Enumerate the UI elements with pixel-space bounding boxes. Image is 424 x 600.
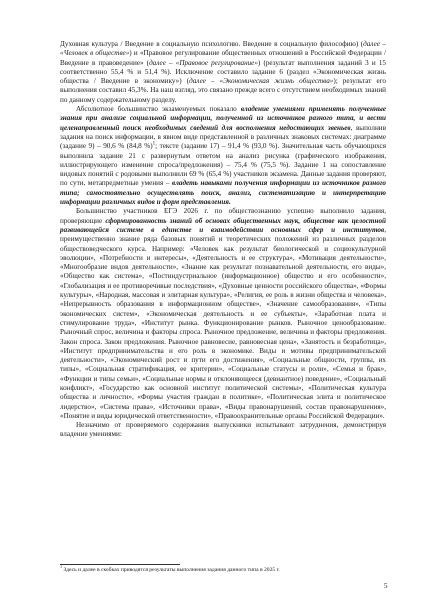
text-run: ; тексте (задание 17) – 91,4 % (93,0 %). Значительная часть обучающихся выполнила задание 21 с развернутым ответом на анализ рисунка (графического изображения, иллюстрирующего изменение спроса/предложения) – 75,4 % (75,5 %). Задание 1 на сопоставление видовых понятий с родовыми выполнили 69 % (65,4 %) участников экзамена. Данные задания проверяют, по сути, метапредметные умения – bbox=[60, 142, 386, 188]
text-run: ) (результат выполнения заданий 3 и 15 соответственно 55,4 % и 51,4 %). Исключение составило задание 6 (раздел «Экономическая жизнь общества / Введение в экономику») ( bbox=[60, 58, 386, 86]
text-run: ); результат его выполнения составил 45,3%. На наш взгляд, это связано прежде всего с отсутствием необходимых знаний по данному содержательному разделу. bbox=[60, 77, 386, 104]
emphasis-text: владеть навыками получения информации из источников разного типа; самостоятельно осуществлять поиск, анализ, систематизацию и интерпретацию информации различных видов и форм представления. bbox=[60, 179, 386, 207]
italic-text: далее – «Правовое регулирование» bbox=[149, 58, 258, 67]
footnote bbox=[60, 564, 386, 574]
italic-text: далее – «Человек в обществе» bbox=[60, 40, 387, 58]
text-run: Духовная культура / Введение в социальную психологию. Введение в социальную философию) ( bbox=[60, 40, 364, 48]
paragraph bbox=[60, 207, 386, 421]
body-text bbox=[60, 40, 386, 440]
emphasis-text: владение умениями применять полученные знания при анализе социальной информации, полученной из источников разного типа, и вести целенаправленный поиск необходимых сведений для восполнения недостающих звеньев bbox=[60, 105, 386, 132]
footnote-ref: 1 bbox=[152, 141, 156, 147]
footnote-text: Здесь и далее в скобках приводятся результаты выполнения задания данного типа в 2025 г. bbox=[62, 567, 280, 573]
italic-text: далее – «Экономическая жизнь общества» bbox=[189, 77, 334, 86]
paragraph bbox=[60, 40, 386, 105]
text-run: , выполнив задания на поиск информации, в явном виде представленной в различных знаковых системах: диаграмме (задание 9) – 90,6 % (84,8 %) bbox=[60, 123, 386, 151]
text-run: Большинство участников ЕГЭ 2026 г. по обществознанию успешно выполнило задания, проверяющие bbox=[60, 207, 386, 225]
emphasis-text: сформированность знаний об основах общественных наук, обществе как целостной развивающейся системе в единстве и взаимодействии основных сфер и институтов bbox=[60, 216, 386, 234]
paragraph bbox=[60, 421, 386, 440]
text-run: Абсолютное большинство экзаменуемых показало bbox=[76, 105, 241, 114]
footnote-mark: 1 bbox=[60, 564, 63, 570]
page-number: 5 bbox=[384, 582, 388, 590]
paragraph bbox=[60, 105, 386, 207]
text-run: , преимущественно знание ряда базовых понятий и теоретических положений из различных разделов обществоведческого курса. Например: «Человек как результат биологической и социокультурной эволюции», «Потребности и интересы», «Деятельность и ее структура», «Мотивация деятельности», «Многообразие видов деятельности», «Знание как результат познавательной деятельности, его виды», «Общество как система», «Постиндустриальное (информационное) общество и его особенности», «Глобализация и ее противоречивые последствия», «Духовные ценности российского общества», «Формы культуры», «Народная, массовая и элитарная культура», «Религия, ее роль в жизни общества и человека», «Непрерывность образования в информационном обществе», «Значение самообразования», «Типы экономических систем», «Экономическая деятельность и ее субъекты», «Заработная плата и стимулирование труда», «Институт рынка. Функционирование рынков. Рыночное ценообразование. Рыночный спрос, величина и факторы спроса. Рыночное предложение, величина и факторы предложения. Закон спроса. Закон предложения. Рыночное равновесие, равновесная цена», «Занятость и безработица», «Институт предпринимательства и его роль в экономике. Виды и мотивы предпринимательской деятельности», «Экономический рост и пути его достижения», «Социальные общности, группы, их типы», «Социальная стратификация, ее критерии», «Социальные статусы и роли», «Семья и брак», «Функции и типы семьи», «Социальные нормы и отклоняющееся (девиантное) поведение», «Социальный конфликт», «Государство как основной институт политической системы», «Политическая культура общества и личности», «Формы участия граждан в политике», «Политическая элита и политическое лидерство», «Система права», «Источники права», «Виды правонарушений, состав правонарушения», «Понятие и виды юридической ответственности», «Правоохранительные органы Российской Федерации». bbox=[60, 225, 386, 420]
footnote-separator bbox=[60, 564, 180, 565]
text-run: ) и «Правовое регулирование общественных отношений в Российской Федерации / Введение в правоведение» ( bbox=[60, 49, 386, 67]
text-run: Незначимо от проверяемого содержания выпускники испытывают затруднения, демонстрируя владение умениями: bbox=[60, 421, 386, 439]
